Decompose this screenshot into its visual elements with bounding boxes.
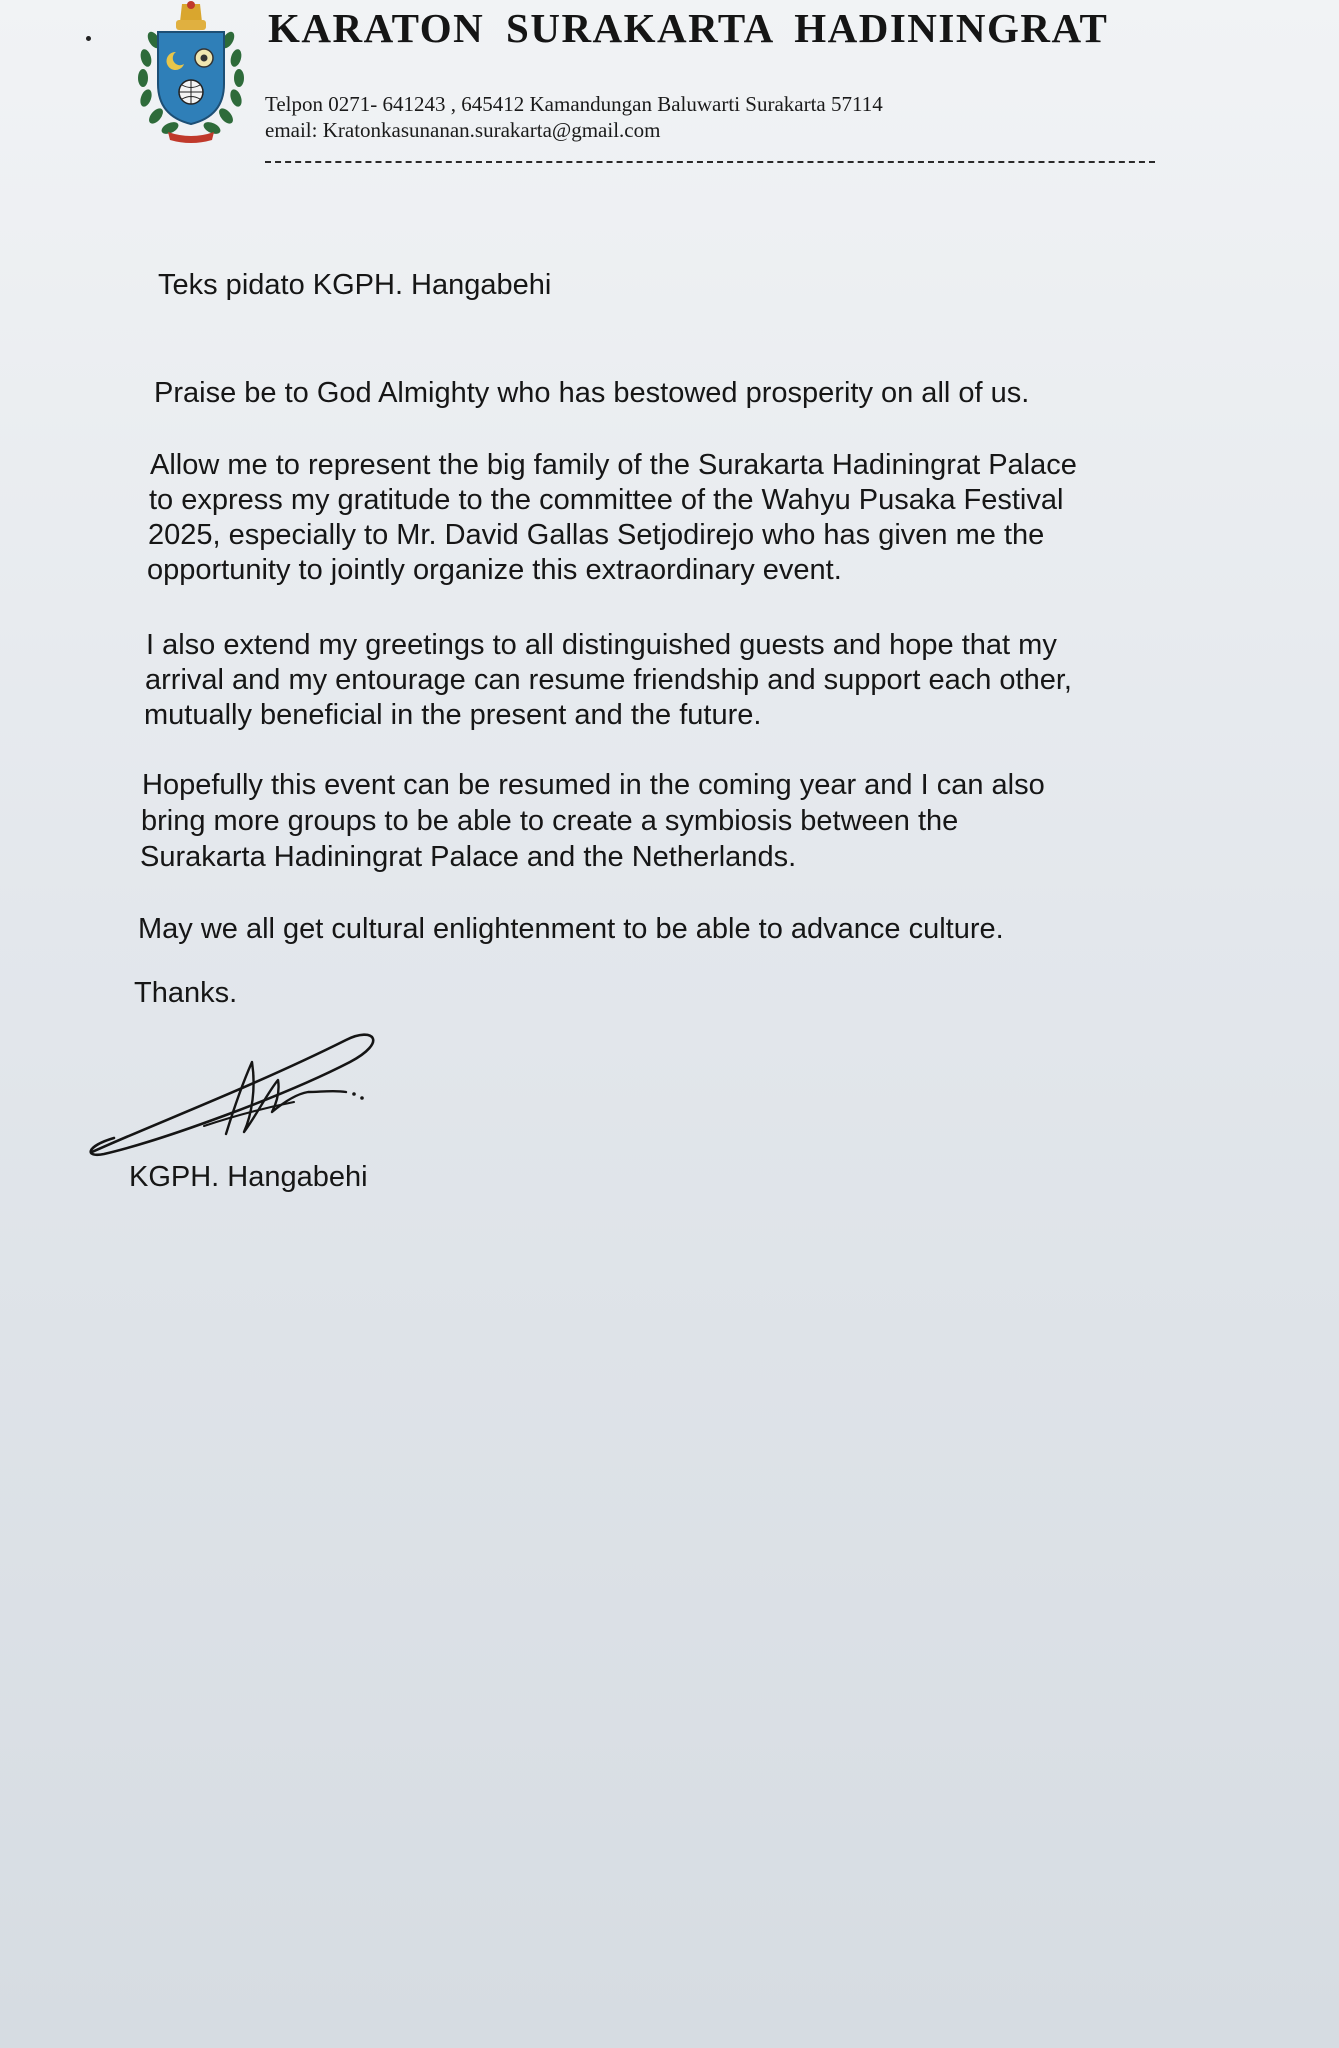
ink-dot bbox=[86, 36, 91, 41]
royal-crest-seal-icon bbox=[132, 0, 250, 145]
paragraph-4-line-2: bring more groups to be able to create a symbiosis between the bbox=[141, 805, 959, 837]
document-title: Teks pidato KGPH. Hangabehi bbox=[158, 269, 552, 301]
paragraph-5-line-1: May we all get cultural enlightenment to be able to advance culture. bbox=[138, 913, 1004, 945]
letterhead-divider bbox=[265, 161, 1155, 163]
closing-text: Thanks. bbox=[134, 977, 238, 1009]
paragraph-4-line-1: Hopefully this event can be resumed in the coming year and I can also bbox=[142, 769, 1045, 801]
letterhead-phone-address: Telpon 0271- 641243 , 645412 Kamandungan Baluwarti Surakarta 57114 bbox=[265, 92, 883, 116]
paragraph-1-line-1: Praise be to God Almighty who has bestowed prosperity on all of us. bbox=[154, 377, 1030, 409]
letterhead-email: email: Kratonkasunanan.surakarta@gmail.com bbox=[265, 118, 661, 142]
paragraph-4-line-3: Surakarta Hadiningrat Palace and the Netherlands. bbox=[140, 841, 797, 873]
paragraph-3-line-2: arrival and my entourage can resume friendship and support each other, bbox=[145, 664, 1072, 696]
handwritten-signature bbox=[84, 1028, 384, 1168]
paragraph-2-line-4: opportunity to jointly organize this extraordinary event. bbox=[147, 554, 842, 586]
paragraph-3-line-1: I also extend my greetings to all distinguished guests and hope that my bbox=[146, 629, 1057, 661]
letterhead-org-name: KARATON SURAKARTA HADININGRAT bbox=[268, 5, 1109, 51]
signatory-name: KGPH. Hangabehi bbox=[129, 1161, 368, 1193]
paragraph-2-line-3: 2025, especially to Mr. David Gallas Setjodirejo who has given me the bbox=[148, 519, 1045, 551]
paragraph-2-line-2: to express my gratitude to the committee of the Wahyu Pusaka Festival bbox=[149, 484, 1064, 516]
paragraph-2-line-1: Allow me to represent the big family of the Surakarta Hadiningrat Palace bbox=[150, 449, 1077, 481]
paragraph-3-line-3: mutually beneficial in the present and the future. bbox=[144, 699, 762, 731]
